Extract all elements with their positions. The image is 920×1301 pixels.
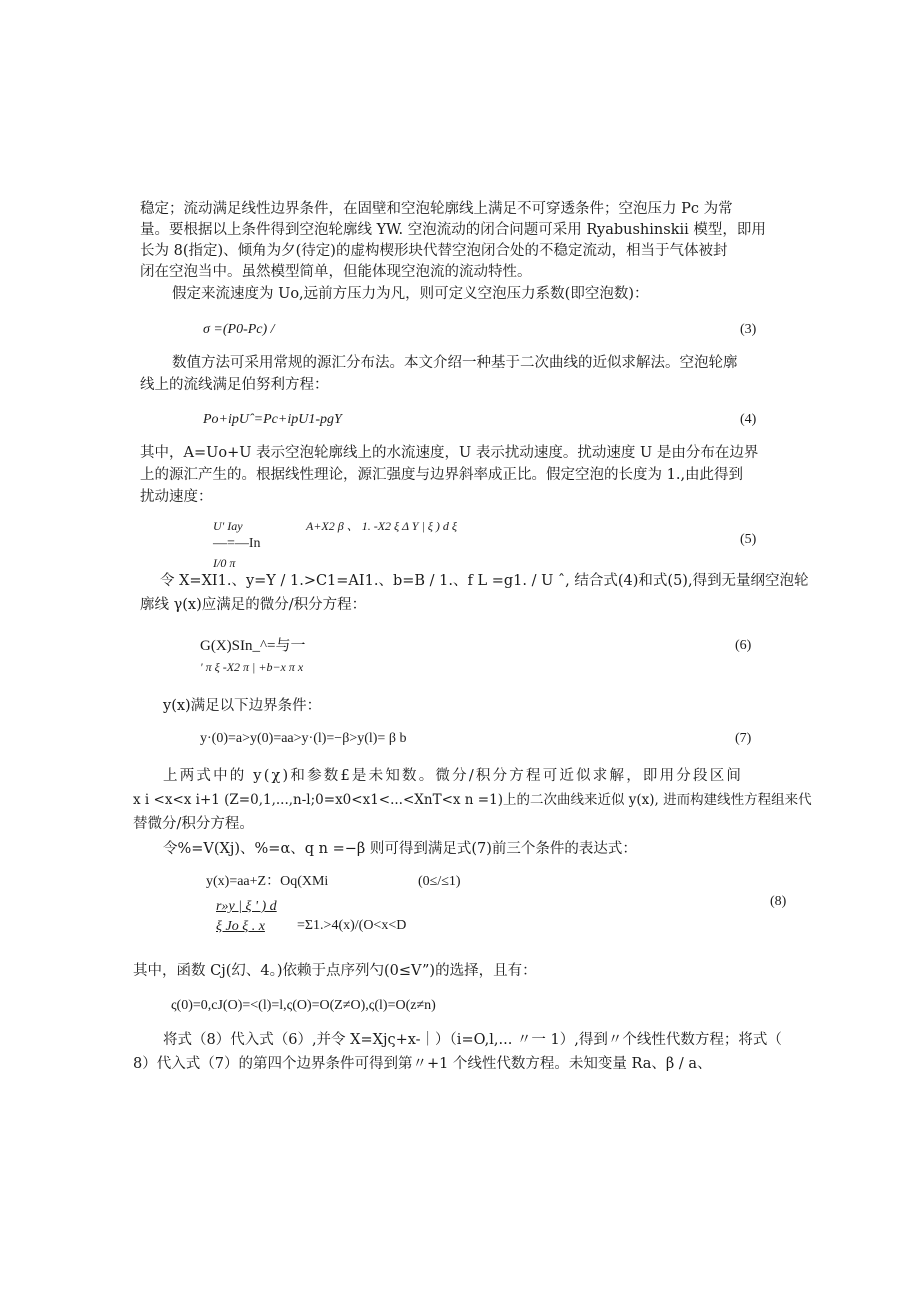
equation-8-line-3b: =Σ1.>4(x)/(O<x<D — [297, 918, 407, 933]
paragraph-7-line-1: 上两式中的 y(χ)和参数£是未知数。微分/积分方程可近似求解，即用分段区间 — [163, 768, 744, 784]
paragraph-1-line-4: 闭在空泡当中。虽然模型简单，但能体现空泡流的流动特性。 — [140, 264, 532, 280]
equation-8-line-3a: ξ Jo ξ . x — [216, 919, 265, 934]
equation-5-line-2: —=—In — [213, 536, 261, 551]
equation-5-line-1b: A+X2 β 、 1. -X2 ξ Δ Y | ξ ) d ξ — [306, 519, 458, 533]
paragraph-6: y(x)满足以下边界条件： — [163, 698, 322, 714]
equation-3: σ =(P0-Pc) / — [203, 322, 275, 337]
equation-5-line-1a: U' Iay — [213, 519, 243, 533]
paragraph-3-line-2: 线上的流线满足伯努利方程： — [140, 377, 329, 393]
paragraph-2: 假定来流速度为 Uo,远前方压力为凡，则可定义空泡压力系数(即空泡数)： — [172, 286, 649, 302]
paragraph-9: 其中，函数 Cj(幻、4。)依赖于点序列勺(0≤V”)的选择，且有： — [133, 963, 537, 979]
equation-6-line-1: G(X)SIn_^=与一 — [200, 638, 306, 654]
paragraph-3-line-1: 数值方法可采用常规的源汇分布法。本文介绍一种基于二次曲线的近似求解法。空泡轮廓 — [172, 355, 738, 371]
paragraph-7-line-3: 替微分/积分方程。 — [133, 816, 254, 832]
paragraph-4-line-1: 其中，A=Uo+U 表示空泡轮廓线上的水流速度，U 表示扰动速度。扰动速度 U 是由分布在边界 — [140, 445, 759, 461]
paragraph-8: 令%=V(Xj)、%=α、q n =−β 则可得到满足式(7)前三个条件的表达式： — [163, 841, 637, 857]
equation-8-number: (8) — [770, 894, 787, 909]
paragraph-4-line-3: 扰动速度： — [140, 489, 213, 505]
equation-6-number: (6) — [735, 638, 752, 653]
paragraph-5-line-1: 令 X=XI1.、y=Y / 1.>C1=AI1.、b=B / 1.、f L =g1. / U ˆ, 结合式(4)和式(5),得到无量纲空泡轮 — [160, 573, 809, 589]
paragraph-1-line-1: 稳定；流动满足线性边界条件，在固壁和空泡轮廓线上满足不可穿透条件；空泡压力 Pc 为常 — [140, 201, 733, 217]
paragraph-7-line-2: x i <x<x i+1 (Z=0,1,...,n-l;0=x0<x1<...<XnT<x n =1)上的二次曲线来近似 y(x), 进而构建线性方程组来代 — [133, 792, 812, 808]
paragraph-1-line-3: 长为 8(指定)、倾角为夕(待定)的虚构楔形块代替空泡闭合处的不稳定流动，相当于气体被封 — [140, 243, 728, 259]
equation-8-line-2: r»y | ξ ' ) d — [216, 899, 277, 914]
equation-3-number: (3) — [740, 322, 757, 337]
equation-8-line-1b: (0≤/≤1) — [418, 874, 461, 889]
equation-7: y·(0)=a>y(0)=aa>y·(l)=−β>y(l)= β b — [200, 731, 407, 746]
paragraph-1-line-2: 量。要根据以上条件得到空泡轮廓线 YW. 空泡流动的闭合问题可采用 Ryabushinskii 模型，即用 — [140, 222, 766, 238]
paragraph-10-line-1: 将式（8）代入式（6）,并令 X=Xjς+x-｜）（i=O,l,... 〃一 1）,得到〃个线性代数方程；将式（ — [163, 1032, 782, 1048]
paragraph-5-line-2: 廓线 γ(x)应满足的微分/积分方程： — [140, 597, 367, 613]
equation-5-line-3: I/0 π — [213, 556, 236, 570]
equation-4: Po+ipUˆ=Pc+ipU1-pgY — [203, 412, 342, 427]
paragraph-10-line-2: 8）代入式（7）的第四个边界条件可得到第〃+1 个线性代数方程。未知变量 Ra、β / a、 — [133, 1056, 712, 1072]
equation-8-line-1a: y(x)=aa+Z：Oq(XMi — [206, 874, 329, 889]
equation-6-line-2: ' π ξ -X2 π | +b−x π x — [200, 660, 304, 674]
equation-9: ς(0)=0,cJ(O)=<(l)=l,ς(O)=O(Z≠O),ς(l)=O(z≠n) — [171, 998, 436, 1013]
paragraph-4-line-2: 上的源汇产生的。根据线性理论，源汇强度与边界斜率成正比。假定空泡的长度为 1.,由此得到 — [140, 467, 744, 483]
equation-5-number: (5) — [740, 532, 757, 547]
equation-4-number: (4) — [740, 412, 757, 427]
equation-7-number: (7) — [735, 731, 752, 746]
